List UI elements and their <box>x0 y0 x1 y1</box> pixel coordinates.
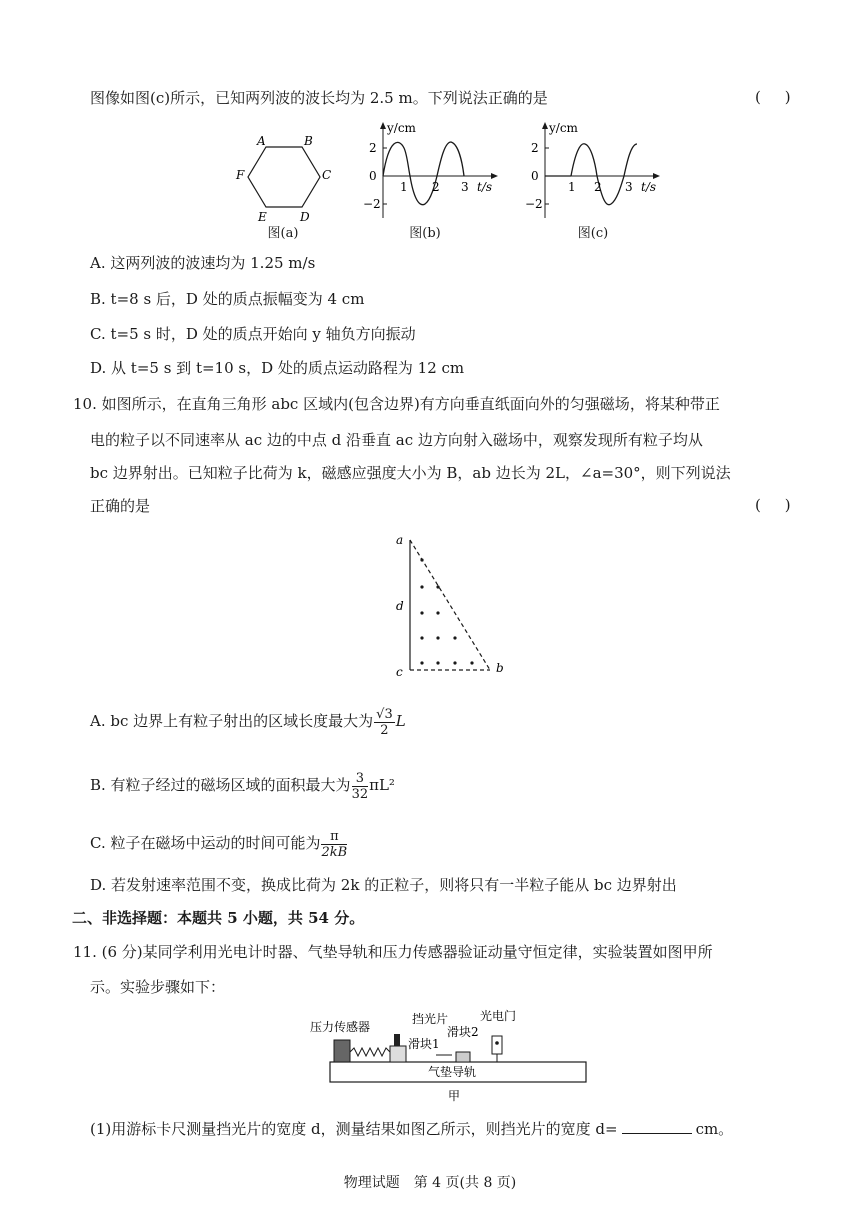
q9-answer-paren: ( ) <box>755 88 791 106</box>
fig-b-ytick-2: 2 <box>369 141 377 155</box>
q9-option-b: B. t=8 s 后，D 处的质点振幅变为 4 cm <box>90 290 365 308</box>
hex-label-b: B <box>304 134 313 148</box>
label-slider-1: 滑块1 <box>408 1037 440 1051</box>
figure-b-caption: 图(b) <box>409 226 441 241</box>
label-air-track: 气垫导轨 <box>428 1065 477 1079</box>
fig-c-ytick-2: 2 <box>531 141 539 155</box>
page-footer: 物理试题 第 4 页(共 8 页) <box>343 1175 517 1191</box>
hex-label-e: E <box>258 210 267 224</box>
fig-b-x-label: t/s <box>477 180 493 194</box>
figure-c-graph <box>525 118 675 223</box>
q10-option-a: A. bc 边界上有粒子射出的区域长度最大为 $\frac{√3}{2}$ L <box>90 706 406 738</box>
fig-c-y-label: y/cm <box>549 121 578 135</box>
q10-option-c: C. 粒子在磁场中运动的时间可能为 $\frac{\pi}{2kB}$ <box>90 828 348 860</box>
figure-jia-caption: 甲 <box>448 1089 461 1103</box>
triangle-label-b: b <box>496 661 504 675</box>
hex-label-d: D <box>300 210 310 224</box>
q10-answer-paren: ( ) <box>755 496 791 514</box>
q10-stem-line3: bc 边界射出。已知粒子比荷为 k，磁感应强度大小为 B，ab 边长为 2L，∠a=30°，则下列说法 <box>90 464 731 482</box>
q11-apparatus-figure <box>300 1008 600 1106</box>
figure-a-caption: 图(a) <box>267 226 299 241</box>
fig-c-xtick-3: 3 <box>625 180 633 194</box>
label-pressure-sensor: 压力传感器 <box>310 1020 371 1034</box>
figure-a-hexagon <box>232 125 332 225</box>
q9-stem: 图像如图(c)所示，已知两列波的波长均为 2.5 m。下列说法正确的是 <box>90 89 548 107</box>
section-2-heading: 二、非选择题：本题共 5 小题，共 54 分。 <box>72 909 365 927</box>
q10-stem-line4: 正确的是 <box>90 497 151 515</box>
hex-label-f: F <box>236 168 245 182</box>
fig-c-ytick-0: 0 <box>531 169 539 183</box>
hex-label-a: A <box>257 134 266 148</box>
fig-c-xtick-2: 2 <box>594 180 602 194</box>
hex-label-c: C <box>322 168 332 182</box>
q10-stem-line2: 电的粒子以不同速率从 ac 边的中点 d 沿垂直 ac 边方向射入磁场中，观察发现所有粒子均从 <box>90 431 703 449</box>
q11-stem-line1: 11. (6 分)某同学利用光电计时器、气垫导轨和压力传感器验证动量守恒定律，实验装置如图甲所 <box>73 943 713 961</box>
figure-b-graph <box>355 118 505 223</box>
fig-b-xtick-3: 3 <box>461 180 469 194</box>
fig-b-y-label: y/cm <box>387 121 416 135</box>
fig-c-x-label: t/s <box>641 180 657 194</box>
answer-blank[interactable] <box>622 1119 692 1134</box>
triangle-label-d: d <box>396 599 404 613</box>
label-shade-plate: 挡光片 <box>412 1012 449 1026</box>
q9-option-a: A. 这两列波的波速均为 1.25 m/s <box>90 254 316 272</box>
figure-c-caption: 图(c) <box>577 226 609 241</box>
fig-b-xtick-1: 1 <box>400 180 408 194</box>
q10-option-d: D. 若发射速率范围不变，换成比荷为 2k 的正粒子，则将只有一半粒子能从 bc 边界射出 <box>90 876 677 894</box>
q9-option-d: D. 从 t=5 s 到 t=10 s，D 处的质点运动路程为 12 cm <box>90 359 465 377</box>
label-slider-2: 滑块2 <box>447 1025 479 1039</box>
q9-option-c: C. t=5 s 时，D 处的质点开始向 y 轴负方向振动 <box>90 325 416 343</box>
fig-b-ytick-0: 0 <box>369 169 377 183</box>
q11-step1: (1)用游标卡尺测量挡光片的宽度 d，测量结果如图乙所示，则挡光片的宽度 d= cm。 <box>90 1120 734 1138</box>
fig-c-ytick-neg2: −2 <box>525 197 543 211</box>
q10-stem-line1: 10. 如图所示，在直角三角形 abc 区域内(包含边界)有方向垂直纸面向外的匀强磁场，将某种带正 <box>73 395 720 413</box>
triangle-label-a: a <box>396 533 404 547</box>
fig-b-ytick-neg2: −2 <box>363 197 381 211</box>
triangle-label-c: c <box>396 665 403 679</box>
fig-c-xtick-1: 1 <box>568 180 576 194</box>
q10-option-b: B. 有粒子经过的磁场区域的面积最大为 $\frac{3}{32}$ πL² <box>90 770 395 802</box>
q10-triangle-figure <box>390 530 515 680</box>
label-photogate: 光电门 <box>480 1009 517 1023</box>
q11-stem-line2: 示。实验步骤如下： <box>90 978 226 996</box>
fig-b-xtick-2: 2 <box>432 180 440 194</box>
